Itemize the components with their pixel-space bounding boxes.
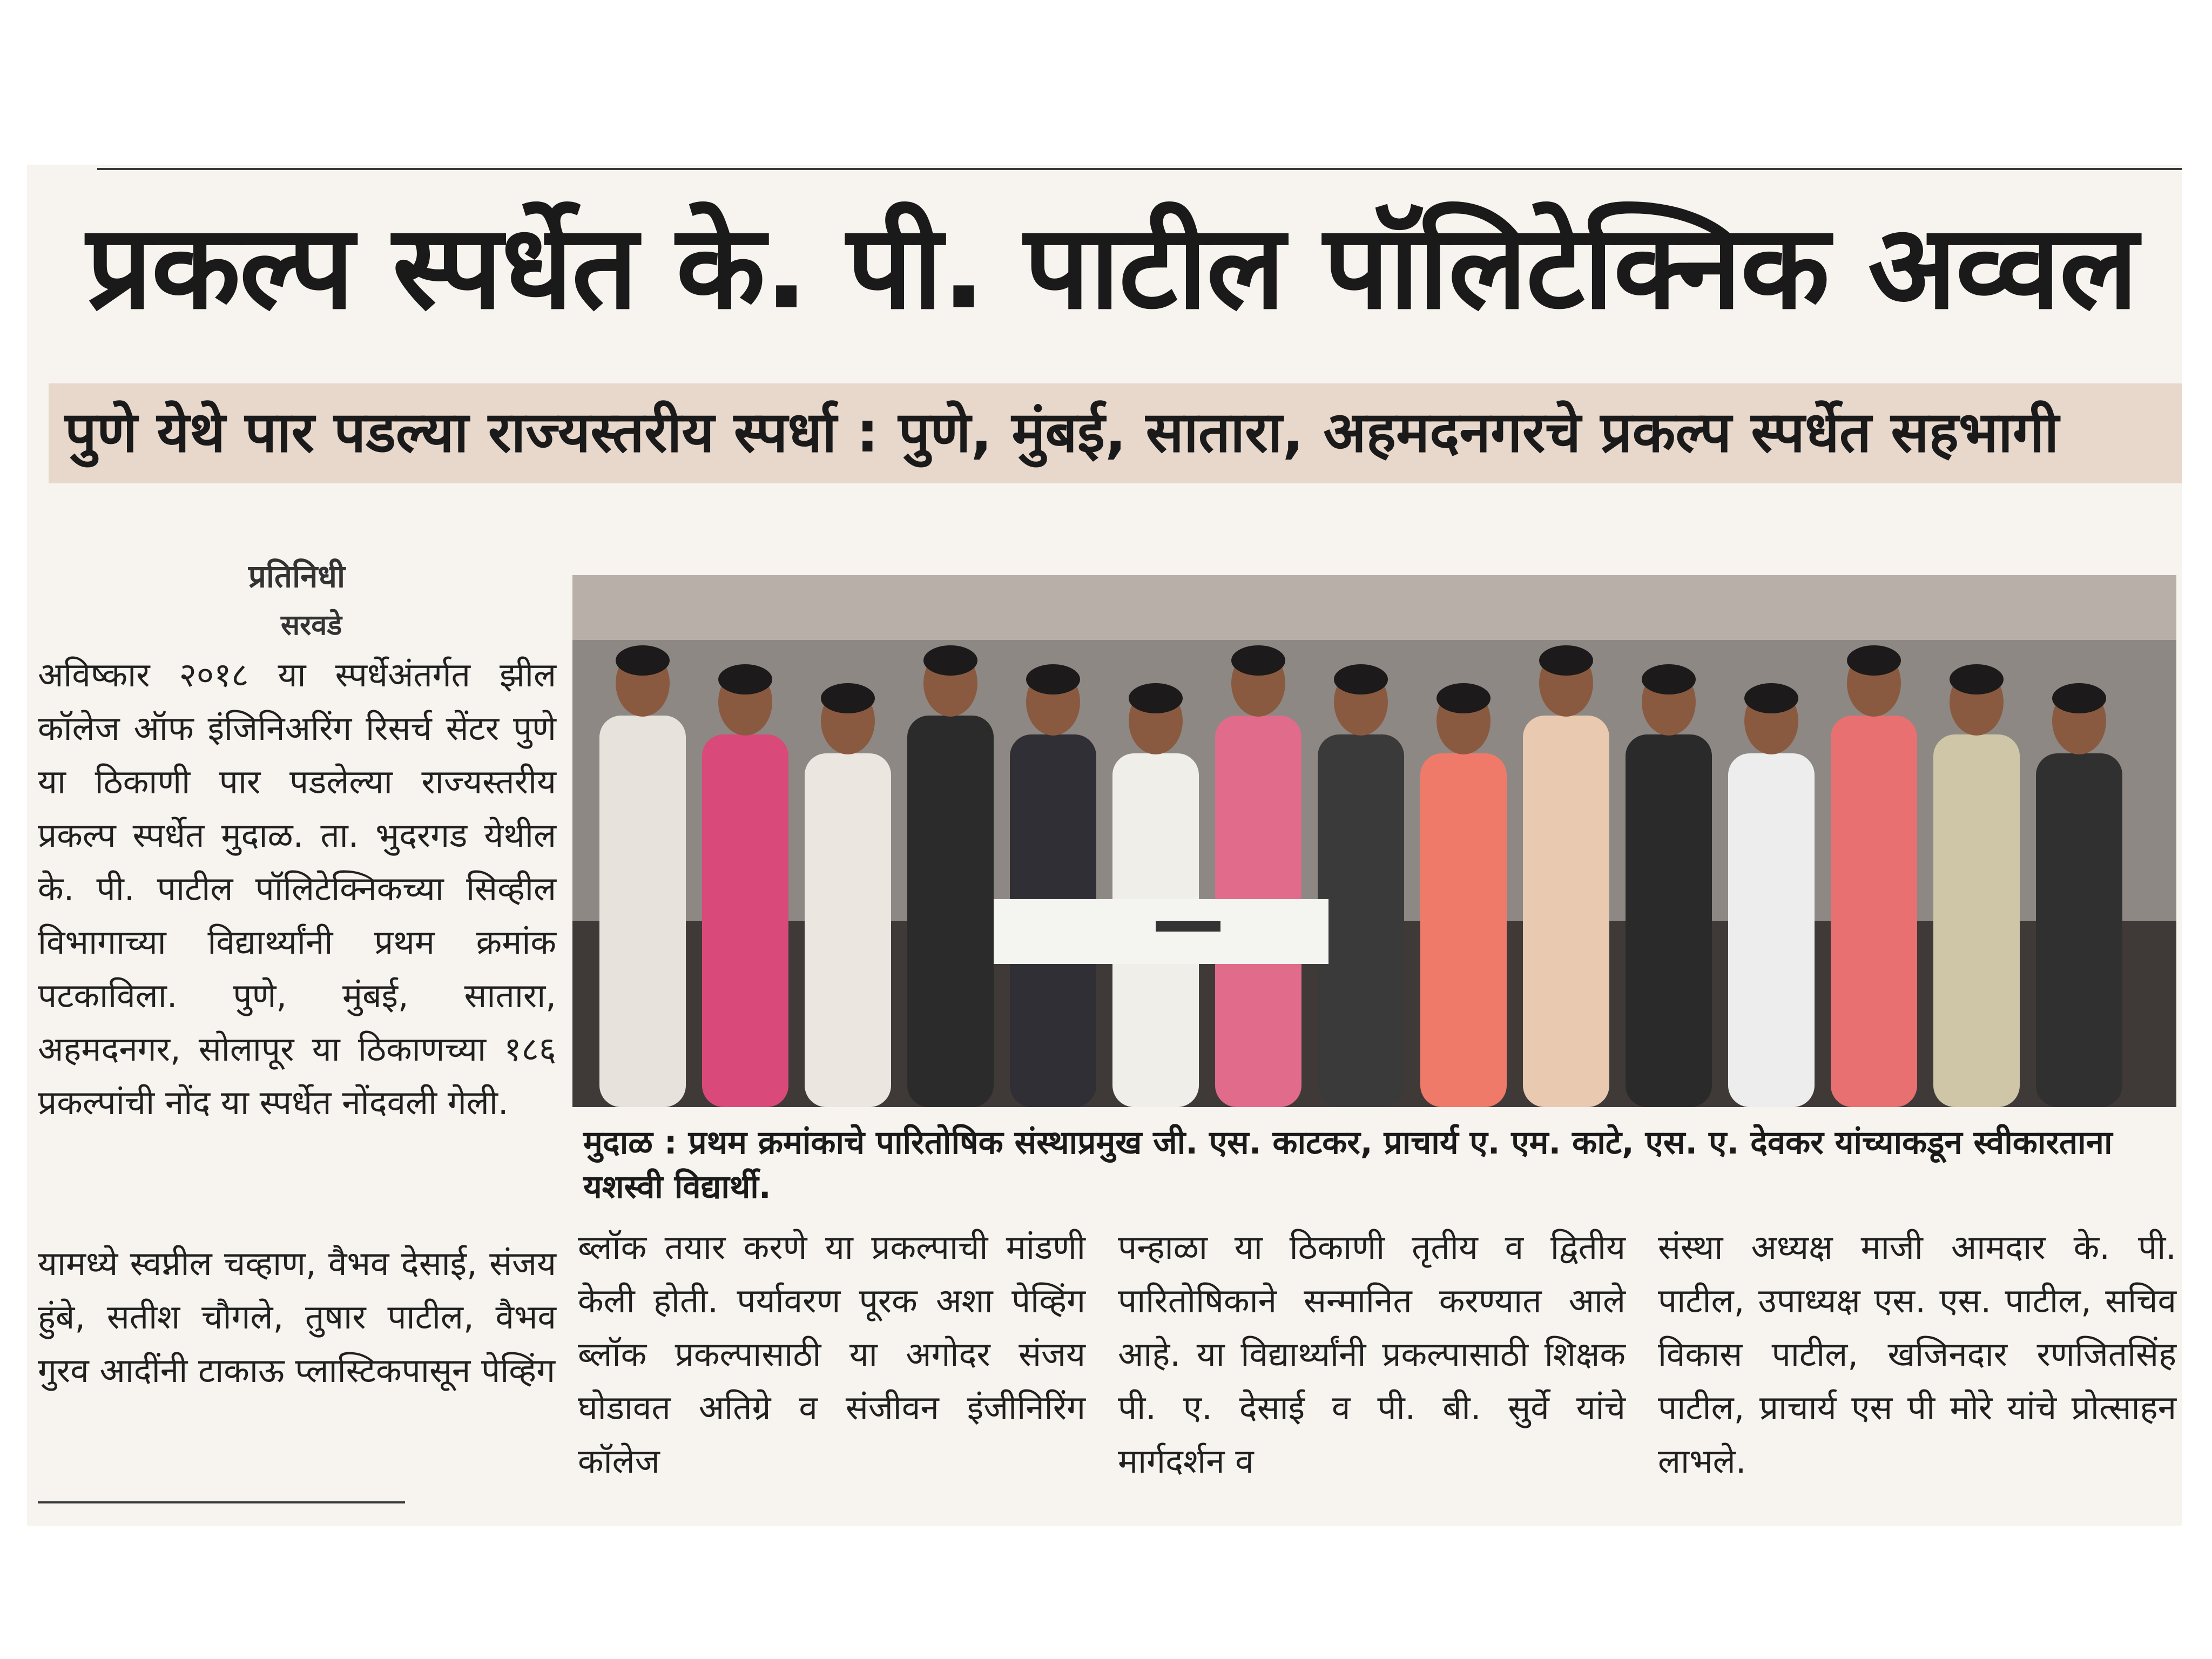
photo-caption: मुदाळ : प्रथम क्रमांकाचे पारितोषिक संस्थाप्रमुख जी. एस. काटकर, प्राचार्य ए. एम. काटे, एस. ए. देवकर यांच्याकडून स्वीकारताना यशस्वी विद्यार्थी. — [583, 1124, 2113, 1206]
column-1-paragraph-2: यामध्ये स्वप्नील चव्हाण, वैभव देसाई, संजय हुंबे, सतीश चौगले, तुषार पाटील, वैभव गुरव आदींनी टाकाऊ प्लास्टिकपासून पेव्हिंग — [38, 1244, 556, 1390]
headline: प्रकल्प स्पर्धेत के. पी. पाटील पॉलिटेक्निक अव्वल — [86, 199, 2137, 335]
group-photo — [572, 575, 2176, 1107]
column-4: संस्था अध्यक्ष माजी आमदार के. पी. पाटील, उपाध्यक्ष एस. एस. पाटील, सचिव विकास पाटील, खजिनदार रणजितसिंह पाटील, प्राचार्य एस पी मोरे यांचे प्रोत्साहन लाभले. — [1658, 1228, 2176, 1481]
bottom-rule — [38, 1501, 405, 1503]
byline: प्रतिनिधी — [248, 558, 345, 595]
column-2: ब्लॉक तयार करणे या प्रकल्पाची मांडणी केली होती. पर्यावरण पूरक अशा पेव्हिंग ब्लॉक प्रकल्पासाठी या अगोदर संजय घोडावत अतिग्रे व संजीवन इंजीनिरिंग कॉलेज — [578, 1228, 1085, 1481]
newspaper-clipping — [27, 165, 2182, 1526]
dateline: सरवडे — [281, 609, 342, 642]
photo-illustration — [572, 575, 2176, 1107]
column-3: पन्हाळा या ठिकाणी तृतीय व द्वितीय पारितोषिकाने सन्मानित करण्यात आले आहे. या विद्यार्थ्यांनी प्रकल्पासाठी शिक्षक पी. ए. देसाई व पी. बी. सुर्वे यांचे मार्गदर्शन व — [1118, 1228, 1626, 1481]
subheadline: पुणे येथे पार पडल्या राज्यस्तरीय स्पर्धा : पुणे, मुंबई, सातारा, अहमदनगरचे प्रकल्प स्पर्धेत सहभागी — [65, 399, 2059, 465]
top-rule — [97, 168, 2182, 170]
column-1-paragraph-1: अविष्कार २०१८ या स्पर्धेअंतर्गत झील कॉलेज ऑफ इंजिनिअरिंग रिसर्च सेंटर पुणे या ठिकाणी पार पडलेल्या राज्यस्तरीय प्रकल्प स्पर्धेत मुदाळ. ता. भुदरगड येथील के. पी. पाटील पॉलिटेक्निकच्या सिव्हील विभागाच्या विद्यार्थ्यांनी प्रथम क्रमांक पटकाविला. पुणे, मुंबई, सातारा, अहमदनगर, सोलापूर या ठिकाणच्या १८६ प्रकल्पांची नोंद या स्पर्धेत नोंदवली गेली. — [38, 655, 556, 1122]
